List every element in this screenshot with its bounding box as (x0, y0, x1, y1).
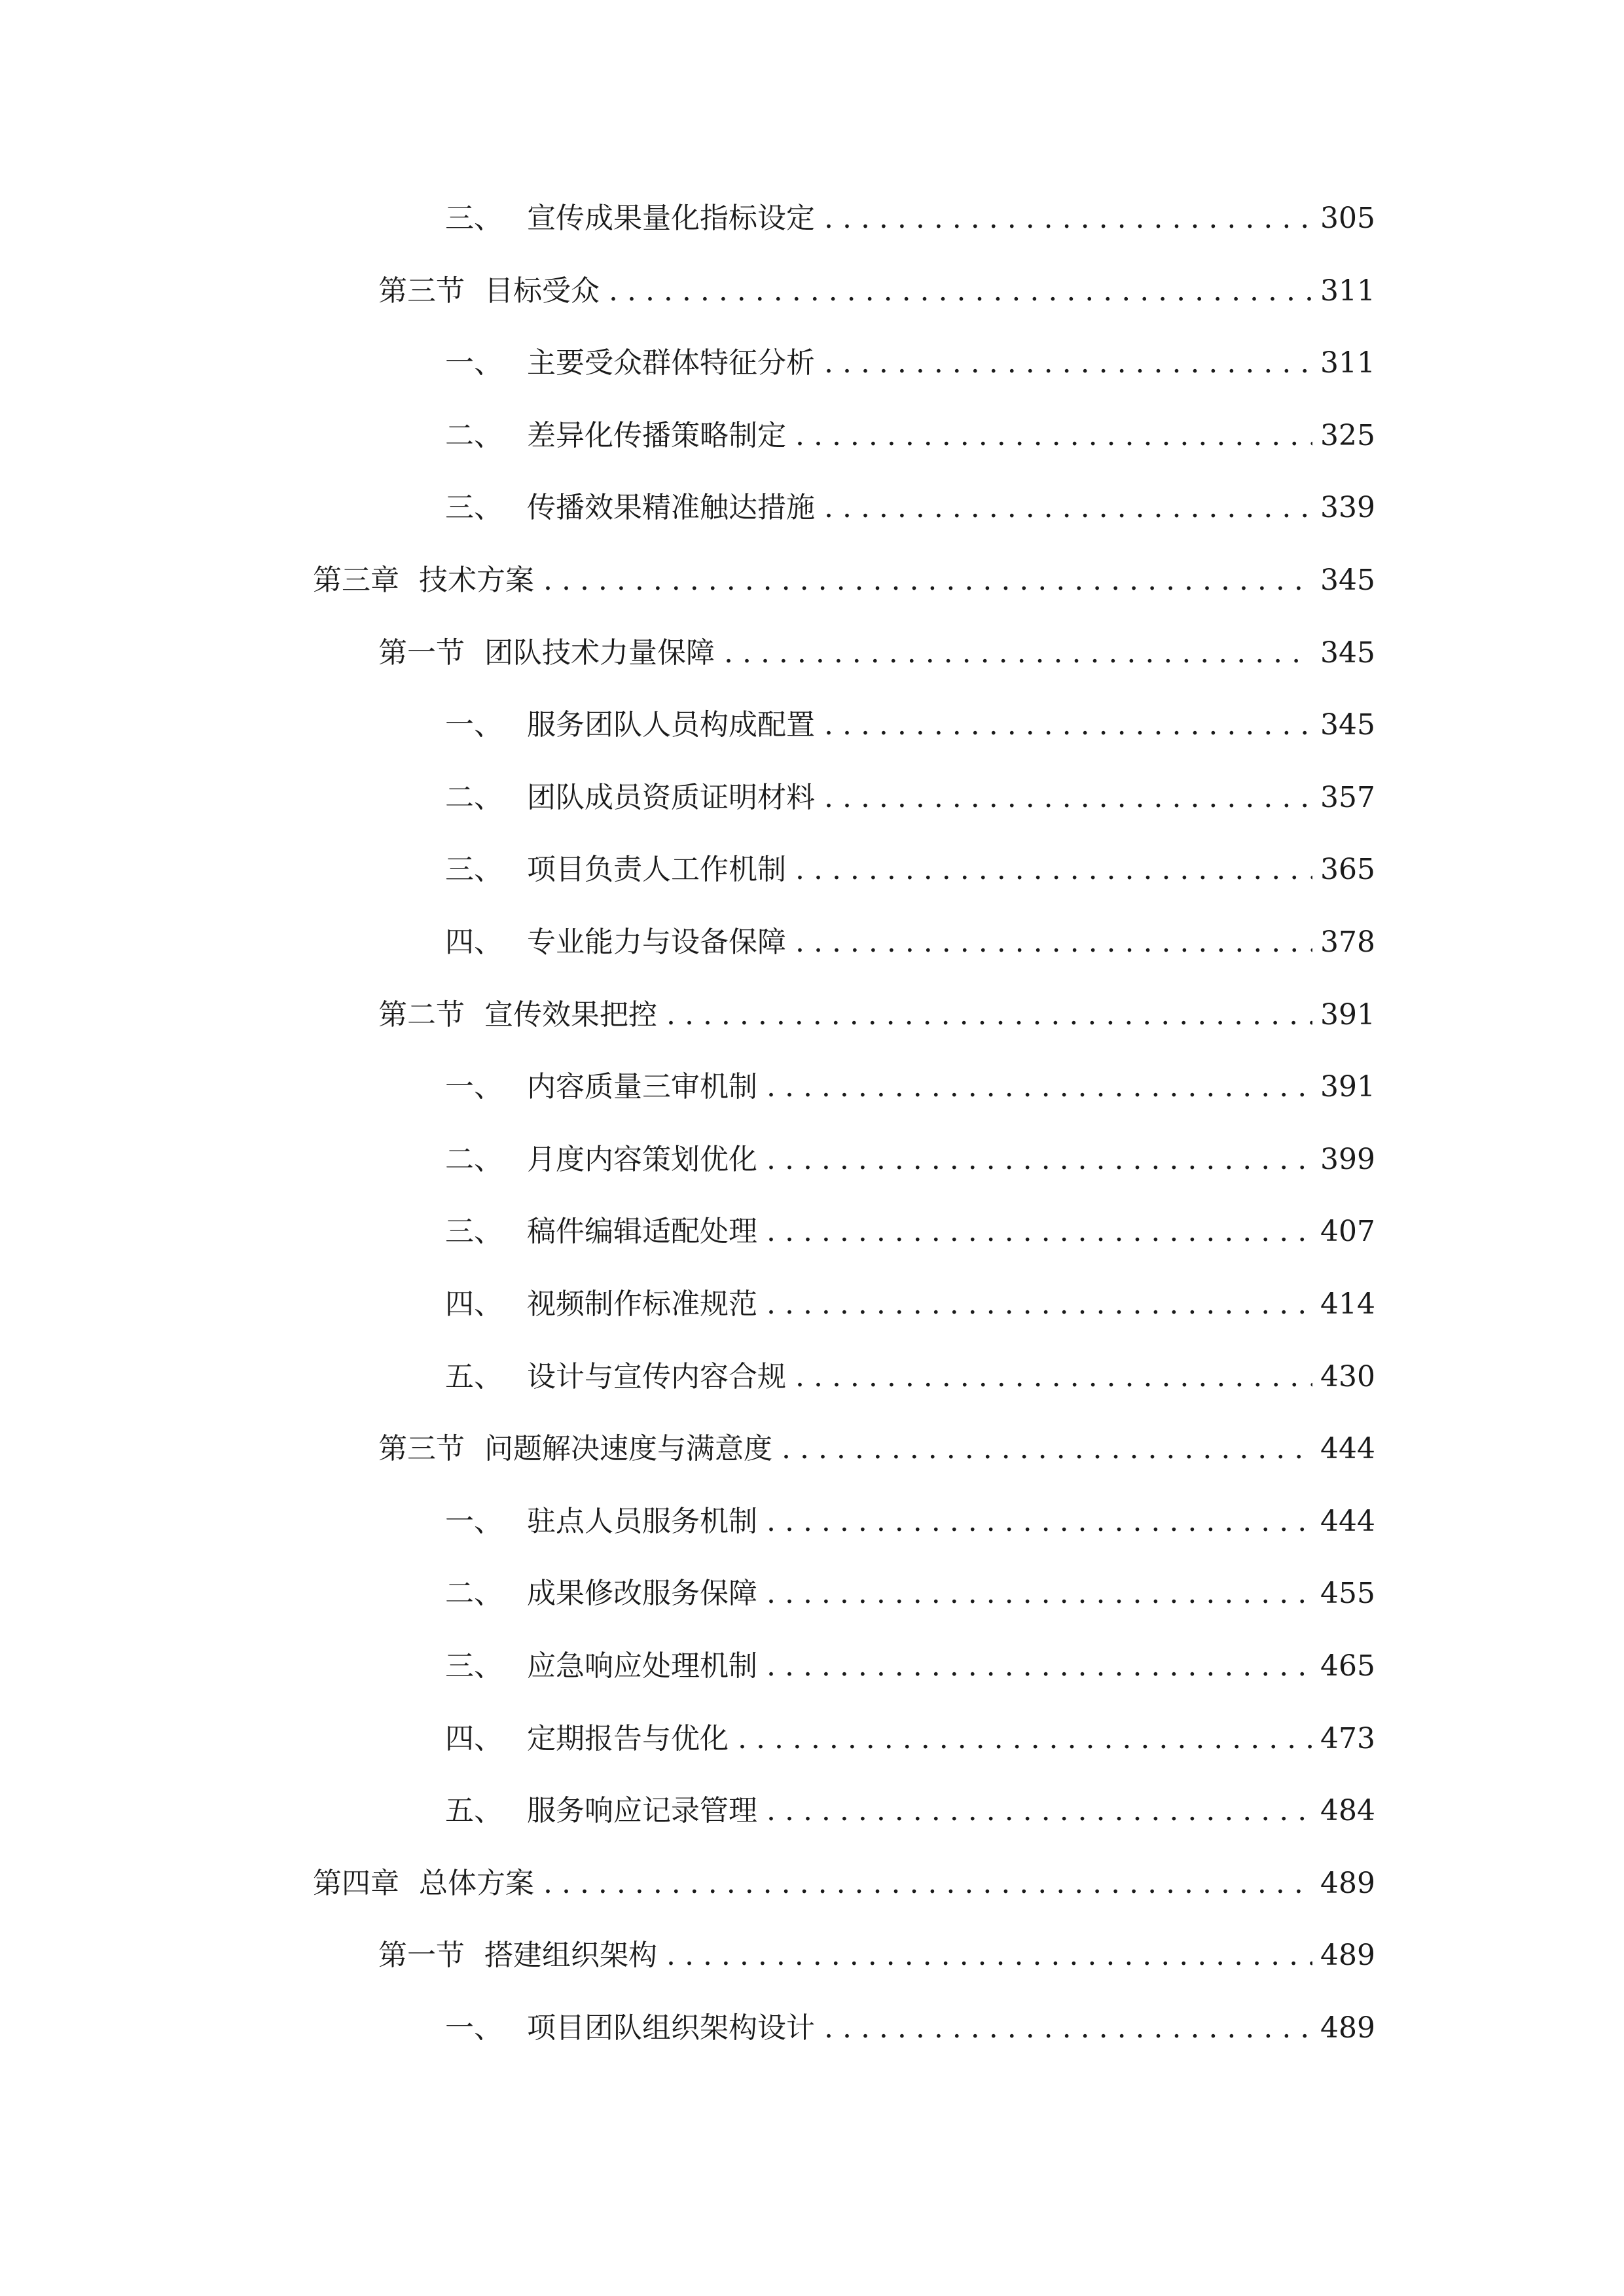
dot-leader (795, 919, 1312, 966)
dot-leader (782, 1426, 1312, 1473)
toc-entry-page-number: 414 (1320, 1287, 1375, 1321)
toc-entry[interactable] (445, 1064, 1375, 1111)
toc-entry-page-number: 489 (1320, 1939, 1375, 1972)
toc-entry-title: 定期报告与优化 (527, 1722, 729, 1755)
toc-entry[interactable] (445, 702, 1375, 749)
toc-entry-number: 一、 (445, 2011, 503, 2045)
toc-entry-title: 服务团队人员构成配置 (527, 708, 815, 742)
toc-entry[interactable] (445, 1136, 1375, 1183)
toc-entry-page-number: 444 (1320, 1505, 1375, 1538)
toc-entry-page-number: 345 (1320, 636, 1375, 670)
toc-entry-title: 传播效果精准触达措施 (527, 491, 815, 524)
toc-entry[interactable] (445, 1715, 1375, 1763)
dot-leader (824, 340, 1312, 387)
toc-entry-title: 月度内容策划优化 (527, 1143, 757, 1176)
toc-entry-title: 设计与宣传内容合规 (527, 1360, 786, 1393)
dot-leader (824, 702, 1312, 749)
toc-entry-page-number: 489 (1320, 1867, 1375, 1900)
toc-entry-page-number: 311 (1320, 274, 1375, 308)
toc-entry[interactable] (445, 1281, 1375, 1328)
toc-entry-title: 内容质量三审机制 (527, 1070, 757, 1103)
toc-entry[interactable] (378, 630, 1375, 677)
toc-entry-page-number: 455 (1320, 1577, 1375, 1610)
toc-entry-title: 项目团队组织架构设计 (527, 2011, 815, 2045)
toc-entry[interactable] (445, 1643, 1375, 1690)
dot-leader (767, 1064, 1312, 1111)
toc-entry-number: 一、 (445, 708, 503, 742)
toc-entry-page-number: 365 (1320, 853, 1375, 886)
toc-entry[interactable] (378, 1426, 1375, 1473)
toc-entry-page-number: 325 (1320, 419, 1375, 452)
dot-leader (543, 1860, 1312, 1907)
toc-entry-page-number: 305 (1320, 202, 1375, 235)
toc-entry[interactable] (445, 1498, 1375, 1545)
dot-leader (767, 1570, 1312, 1617)
toc-entry[interactable] (313, 557, 1375, 604)
toc-entry-title: 搭建组织架构 (484, 1939, 657, 1972)
toc-entry[interactable] (378, 268, 1375, 315)
toc-entry-page-number: 465 (1320, 1649, 1375, 1683)
toc-entry-page-number: 444 (1320, 1432, 1375, 1465)
toc-entry-page-number: 378 (1320, 925, 1375, 959)
dot-leader (666, 992, 1312, 1039)
toc-entry-page-number: 391 (1320, 1070, 1375, 1103)
toc-entry-title: 差异化传播策略制定 (527, 419, 786, 452)
toc-entry-page-number: 399 (1320, 1143, 1375, 1176)
toc-entry-number: 三、 (445, 202, 503, 235)
toc-entry-number: 五、 (445, 1794, 503, 1827)
toc-entry-number: 四、 (445, 925, 503, 959)
dot-leader (767, 1787, 1312, 1835)
toc-entry-number: 二、 (445, 1577, 503, 1610)
toc-entry-number: 二、 (445, 1143, 503, 1176)
toc-entry[interactable] (445, 195, 1375, 242)
toc-entry-number: 四、 (445, 1722, 503, 1755)
toc-entry-page-number: 430 (1320, 1360, 1375, 1393)
dot-leader (767, 1281, 1312, 1328)
toc-entry[interactable] (378, 1932, 1375, 1979)
toc-entry-number: 三、 (445, 1215, 503, 1248)
toc-entry-number: 三、 (445, 853, 503, 886)
toc-entry[interactable] (313, 1860, 1375, 1907)
toc-entry-number: 第二节 (378, 998, 465, 1031)
toc-entry-number: 第三节 (378, 1432, 465, 1465)
toc-entry[interactable] (445, 2005, 1375, 2052)
toc-entry-title: 目标受众 (484, 274, 600, 308)
toc-entry-number: 第三章 (313, 564, 399, 597)
toc-entry-title: 服务响应记录管理 (527, 1794, 757, 1827)
toc-entry[interactable] (445, 340, 1375, 387)
toc-entry[interactable] (445, 1354, 1375, 1401)
dot-leader (795, 412, 1312, 459)
toc-entry[interactable] (445, 919, 1375, 966)
toc-entry[interactable] (445, 484, 1375, 531)
toc-entry-title: 团队成员资质证明材料 (527, 781, 815, 814)
toc-entry-page-number: 473 (1320, 1722, 1375, 1755)
toc-entry-title: 应急响应处理机制 (527, 1649, 757, 1683)
toc-entry[interactable] (378, 992, 1375, 1039)
toc-entry-title: 稿件编辑适配处理 (527, 1215, 757, 1248)
toc-entry-number: 四、 (445, 1287, 503, 1321)
toc-entry-title: 视频制作标准规范 (527, 1287, 757, 1321)
toc-entry-number: 三、 (445, 491, 503, 524)
toc-entry-page-number: 407 (1320, 1215, 1375, 1248)
toc-entry-number: 第一节 (378, 636, 465, 670)
toc-entry-title: 主要受众群体特征分析 (527, 346, 815, 380)
dot-leader (767, 1208, 1312, 1255)
toc-entry-title: 宣传效果把控 (484, 998, 657, 1031)
toc-entry-page-number: 357 (1320, 781, 1375, 814)
toc-entry-title: 技术方案 (419, 564, 534, 597)
toc-entry-number: 二、 (445, 419, 503, 452)
toc-entry-number: 第四章 (313, 1867, 399, 1900)
toc-entry-number: 一、 (445, 1505, 503, 1538)
toc-entry[interactable] (445, 412, 1375, 459)
toc-entry[interactable] (445, 1208, 1375, 1255)
dot-leader (666, 1932, 1312, 1979)
toc-entry[interactable] (445, 774, 1375, 821)
toc-entry-page-number: 484 (1320, 1794, 1375, 1827)
toc-entry-page-number: 311 (1320, 346, 1375, 380)
dot-leader (824, 195, 1312, 242)
toc-entry-title: 专业能力与设备保障 (527, 925, 786, 959)
dot-leader (767, 1136, 1312, 1183)
toc-entry-title: 成果修改服务保障 (527, 1577, 757, 1610)
toc-entry-title: 团队技术力量保障 (484, 636, 715, 670)
dot-leader (738, 1715, 1312, 1763)
dot-leader (824, 484, 1312, 531)
dot-leader (824, 774, 1312, 821)
dot-leader (724, 630, 1312, 677)
toc-entry-page-number: 391 (1320, 998, 1375, 1031)
toc-entry-number: 五、 (445, 1360, 503, 1393)
toc-entry-title: 总体方案 (419, 1867, 534, 1900)
dot-leader (609, 268, 1312, 315)
toc-entry-number: 一、 (445, 1070, 503, 1103)
dot-leader (824, 2005, 1312, 2052)
toc-entry[interactable] (445, 1570, 1375, 1617)
toc-entry-page-number: 489 (1320, 2011, 1375, 2045)
toc-entry-page-number: 345 (1320, 564, 1375, 597)
toc-entry-number: 第三节 (378, 274, 465, 308)
dot-leader (795, 1354, 1312, 1401)
toc-entry-number: 二、 (445, 781, 503, 814)
dot-leader (795, 846, 1312, 893)
toc-entry-page-number: 339 (1320, 491, 1375, 524)
dot-leader (767, 1643, 1312, 1690)
toc-entry[interactable] (445, 846, 1375, 893)
toc-entry-title: 宣传成果量化指标设定 (527, 202, 815, 235)
toc-entry-number: 三、 (445, 1649, 503, 1683)
toc-entry[interactable] (445, 1787, 1375, 1835)
toc-entry-title: 项目负责人工作机制 (527, 853, 786, 886)
toc-entry-number: 第一节 (378, 1939, 465, 1972)
toc-entry-number: 一、 (445, 346, 503, 380)
dot-leader (767, 1498, 1312, 1545)
toc-entry-page-number: 345 (1320, 708, 1375, 742)
dot-leader (543, 557, 1312, 604)
toc-entry-title: 驻点人员服务机制 (527, 1505, 757, 1538)
toc-entry-title: 问题解决速度与满意度 (484, 1432, 772, 1465)
